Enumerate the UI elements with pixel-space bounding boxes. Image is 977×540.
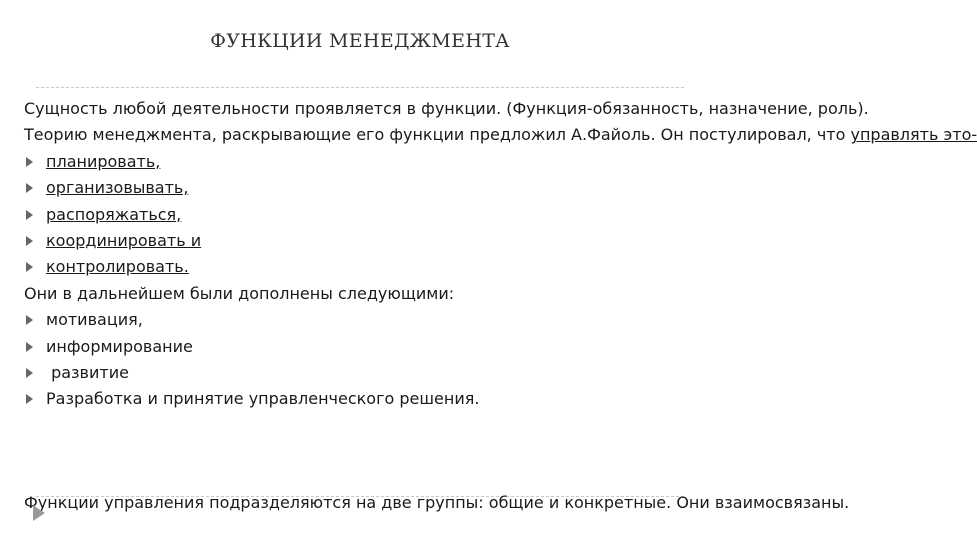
list-item-label: информирование bbox=[46, 336, 193, 356]
list-item-added bbox=[24, 360, 724, 386]
triangle-right-icon bbox=[26, 342, 33, 352]
list-item-label: планировать, bbox=[46, 151, 161, 171]
list-item-fayol bbox=[24, 175, 724, 201]
manage-is-text: управлять это- bbox=[850, 125, 977, 145]
list-item-fayol bbox=[24, 228, 724, 254]
list-item-label: развитие bbox=[46, 363, 129, 383]
paragraph-essence: Сущность любой деятельности проявляется в функции. (Функция-обязанность, назначение, роль). bbox=[24, 99, 869, 118]
list-item-fayol bbox=[24, 149, 724, 175]
list-item-fayol bbox=[24, 202, 724, 228]
paragraph-fayol bbox=[24, 122, 977, 148]
triangle-right-icon bbox=[26, 368, 33, 378]
triangle-right-icon bbox=[26, 236, 33, 246]
list-item-added bbox=[24, 307, 724, 333]
triangle-right-icon bbox=[26, 394, 33, 404]
list-item-label: Разработка и принятие управленческого решения. bbox=[46, 389, 480, 409]
triangle-right-icon bbox=[26, 315, 33, 325]
slide-body bbox=[24, 96, 977, 413]
triangle-right-icon bbox=[26, 210, 33, 220]
triangle-right-icon bbox=[33, 505, 45, 521]
triangle-right-icon bbox=[26, 262, 33, 272]
list-item-label: координировать и bbox=[46, 231, 202, 251]
list-item-label: мотивация, bbox=[46, 310, 143, 330]
paragraph-groups: Функции управления подразделяются на две группы: общие и конкретные. Они взаимосвязаны. bbox=[24, 493, 850, 512]
paragraph-additions: Они в дальнейшем были дополнены следующими: bbox=[24, 283, 455, 303]
list-item-fayol bbox=[24, 254, 724, 280]
list-item-added bbox=[24, 334, 724, 360]
top-divider bbox=[36, 87, 684, 88]
triangle-right-icon bbox=[26, 157, 33, 167]
triangle-right-icon bbox=[26, 183, 33, 193]
fayol-text: Теорию менеджмента, раскрывающие его функции предложил А.Файоль. Он постулировал, что bbox=[24, 125, 851, 145]
list-item-label: контролировать. bbox=[46, 257, 189, 277]
slide-title: ФУНКЦИИ МЕНЕДЖМЕНТА bbox=[210, 30, 510, 52]
list-item-added bbox=[24, 386, 724, 412]
list-item-label: распоряжаться, bbox=[46, 204, 182, 224]
list-item-label: организовывать, bbox=[46, 178, 189, 198]
